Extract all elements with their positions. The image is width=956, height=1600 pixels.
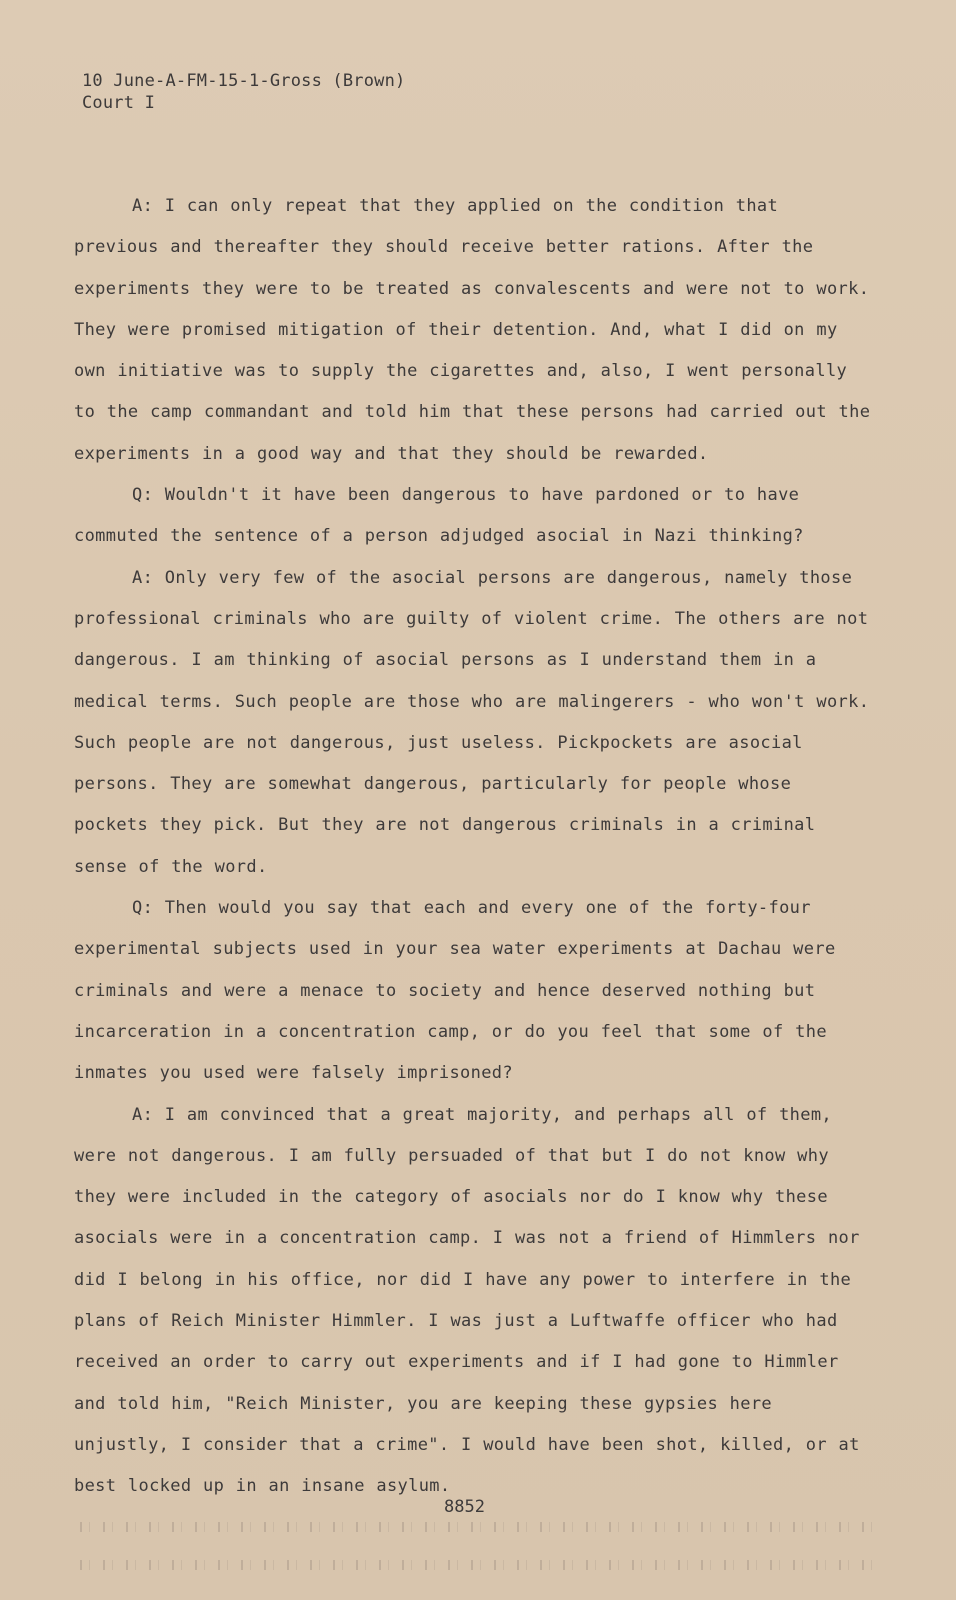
paragraph-1: A: I can only repeat that they applied on the condition that previous and thereafter they should receive better rations. After the experiments they were to be treated as convalescents and were not to work. They were promised mitigation of their detention. And, what I did on my own initiative was to supply the cigarettes and, also, I went personally to the camp commandant and told him that these persons had carried out the experiments in a good way and that they should be rewarded. bbox=[74, 196, 871, 464]
paragraph-4: Q: Then would you say that each and every one of the forty-four experimental subjects used in your sea water experiments at Dachau were criminals and were a menace to society and hence deserved nothing but incarceration in a concentration camp, or do you feel that some of the inmates you used were falsely imprisoned? bbox=[74, 898, 836, 1084]
header-line-1: 10 June-A-FM-15-1-Gross (Brown) bbox=[82, 71, 406, 91]
paragraph-3: A: Only very few of the asocial persons are dangerous, namely those professional criminals who are guilty of violent crime. The others are not dangerous. I am thinking of asocial persons as I understand them in a medical terms. Such people are those who are malingerers - who won't work. Such people are not dangerous, just useless. Pickpockets are asocial persons. They are somewhat dangerous, particularly for people whose pockets they pick. But they are not dangerous criminals in a criminal sense of the word. bbox=[74, 567, 870, 877]
scan-noise-2 bbox=[80, 1560, 880, 1570]
scan-noise-1 bbox=[80, 1522, 880, 1532]
paragraph-5: A: I am convinced that a great majority, and perhaps all of them, were not dangerous. I am fully persuaded of that but I do not know why they were included in the category of asocials nor do I know why these asocials were in a concentration camp. I was not a friend of Himmlers nor did I belong in his office, nor did I have any power to interfere in the plans of Reich Minister Himmler. I was just a Luftwaffe officer who had received an order to carry out experiments and if I had gone to Himmler and told him, "Reich Minister, you are keeping these gypsies here unjustly, I consider that a crime". I would have been shot, killed, or at best locked up in an insane asylum. bbox=[74, 1104, 860, 1497]
paragraph-2: Q: Wouldn't it have been dangerous to have pardoned or to have commuted the sentence of a person adjudged asocial in Nazi thinking? bbox=[74, 485, 804, 547]
header-line-2: Court I bbox=[82, 93, 156, 113]
page-number: 8852 bbox=[444, 1497, 485, 1517]
document-header bbox=[82, 70, 405, 114]
document-body bbox=[74, 186, 874, 1508]
